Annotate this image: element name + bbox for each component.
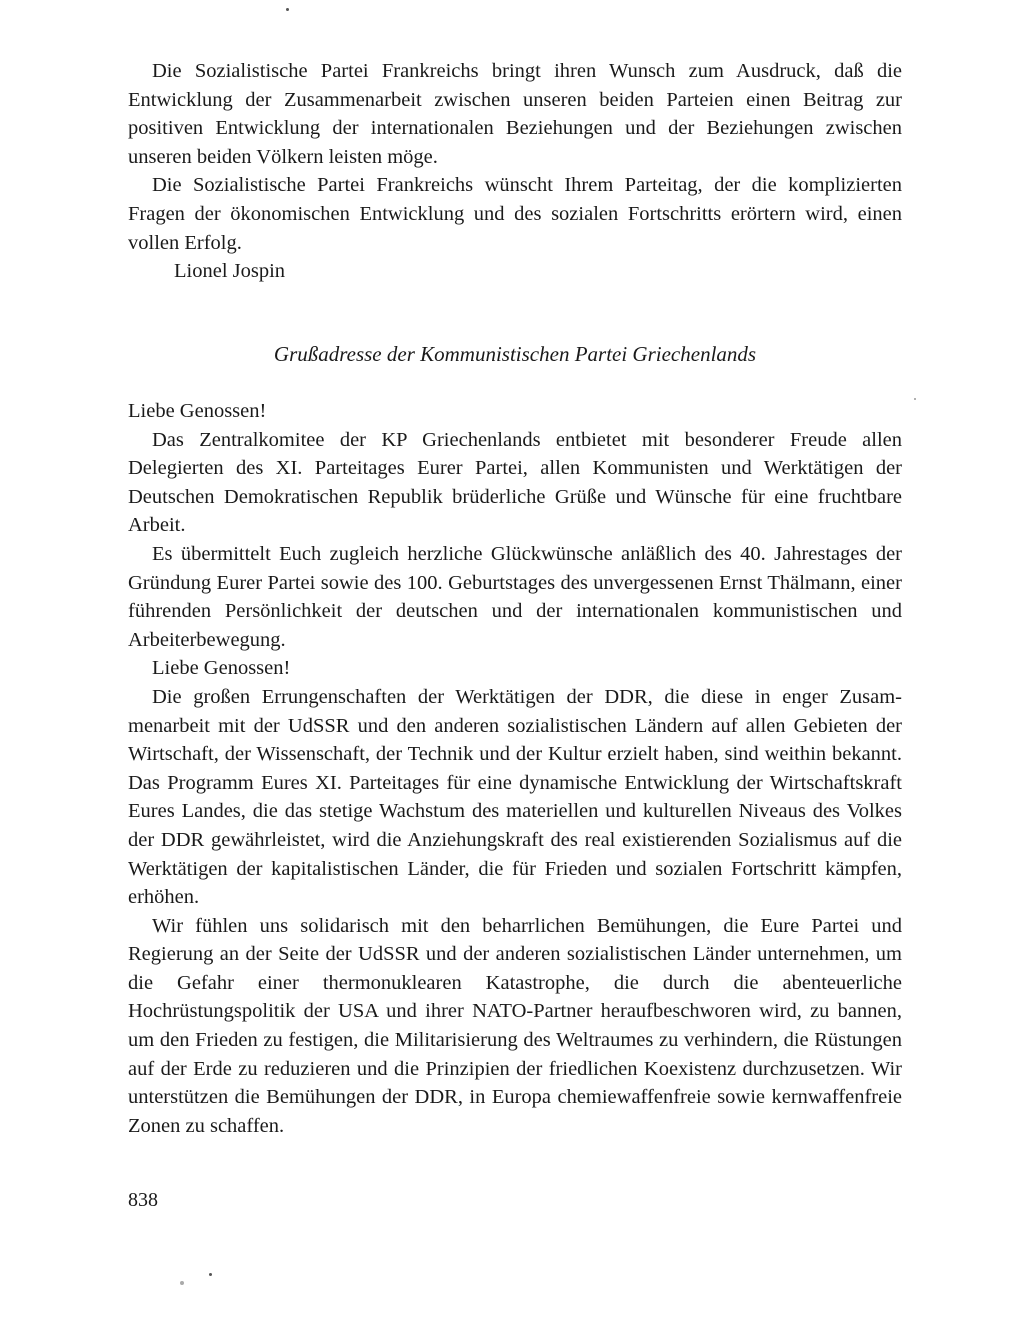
scan-speck: [209, 1273, 212, 1276]
paragraph: Die großen Errungenschaften der Werktätigen der DDR, die diese in enger Zusammenarbeit mit der UdSSR und den anderen sozialistischen Ländern auf allen Gebieten der Wirtschaft, der Wissenschaft, der Technik und der Kultur erzielt haben, sind weithin bekannt. Das Programm Eures XI. Parteitages für eine dynamische Entwicklung der Wirtschaftskraft Eures Landes, die das stetige Wachstum des materiellen und kulturellen Niveaus des Volkes der DDR gewährleistet, wird die Anziehungskraft des real existierenden Sozialismus auf die Werktätigen der kapitalistischen Länder, die für Frieden und sozialen Fortschritt kämpfen, erhöhen.: [128, 685, 902, 909]
paragraph: Es übermittelt Euch zugleich herzliche Glückwünsche anläßlich des 40. Jahrestages der Gründung Eurer Partei sowie des 100. Geburtstages des unvergessenen Ernst Thälmann, einer führenden Persönlichkeit der deutschen und der internationalen kommunistischen und Arbeiterbewegung.: [128, 542, 902, 651]
paragraph: Das Zentralkomitee der KP Griechenlands entbietet mit besonderer Freude allen Delegierten des XI. Parteitages Eurer Partei, allen Kommunisten und Werktätigen der Deutschen Demokratischen Republik brüderliche Grüße und Wünsche für eine fruchtbare Arbeit.: [128, 428, 902, 537]
salutation: Liebe Genossen!: [152, 657, 291, 680]
scan-speck: [914, 398, 916, 400]
paragraph: Die Sozialistische Partei Frankreichs bringt ihren Wunsch zum Ausdruck, daß die Entwicklung der Zusammenarbeit zwischen unseren beiden Parteien einen Beitrag zur positiven Entwicklung der internationalen Beziehungen und der Beziehungen zwischen unseren beiden Völkern leisten möge.: [128, 60, 902, 168]
signature: Lionel Jospin: [174, 260, 286, 283]
letter-socialist-party-france: [128, 57, 902, 286]
letter-communist-party-greece: [128, 397, 902, 1140]
page-number: 838: [128, 1189, 158, 1211]
scan-speck: [180, 1281, 184, 1285]
section-heading: Grußadresse der Kommunistischen Partei Griechenlands: [273, 342, 757, 366]
scan-speck: [286, 8, 289, 11]
paragraph: Wir fühlen uns solidarisch mit den beharrlichen Bemühungen, die Eure Partei und Regierung an der Seite der UdSSR und der anderen sozialistischen Länder unternehmen, um die Gefahr einer thermonuklearen Katastrophe, die durch die abenteuerliche Hochrüstungspolitik der USA und ihrer NATO-Partner heraufbeschworen wird, zu bannen, um den Frieden zu festigen, die Militarisierung des Weltraumes zu verhindern, die Rüstungen auf der Erde zu reduzieren und die Prinzipien der friedlichen Koexistenz durchzusetzen. Wir unterstützen die Bemühungen der DDR, in Europa chemiewaffenfreie sowie kernwaffenfreie Zonen zu schaffen.: [128, 914, 902, 1137]
salutation: Liebe Genossen!: [128, 400, 267, 422]
paragraph: Die Sozialistische Partei Frankreichs wünscht Ihrem Parteitag, der die komplizierten Fragen der ökonomischen Entwicklung und des sozialen Fortschritts erörtern wird, einen vollen Erfolg.: [128, 174, 902, 254]
